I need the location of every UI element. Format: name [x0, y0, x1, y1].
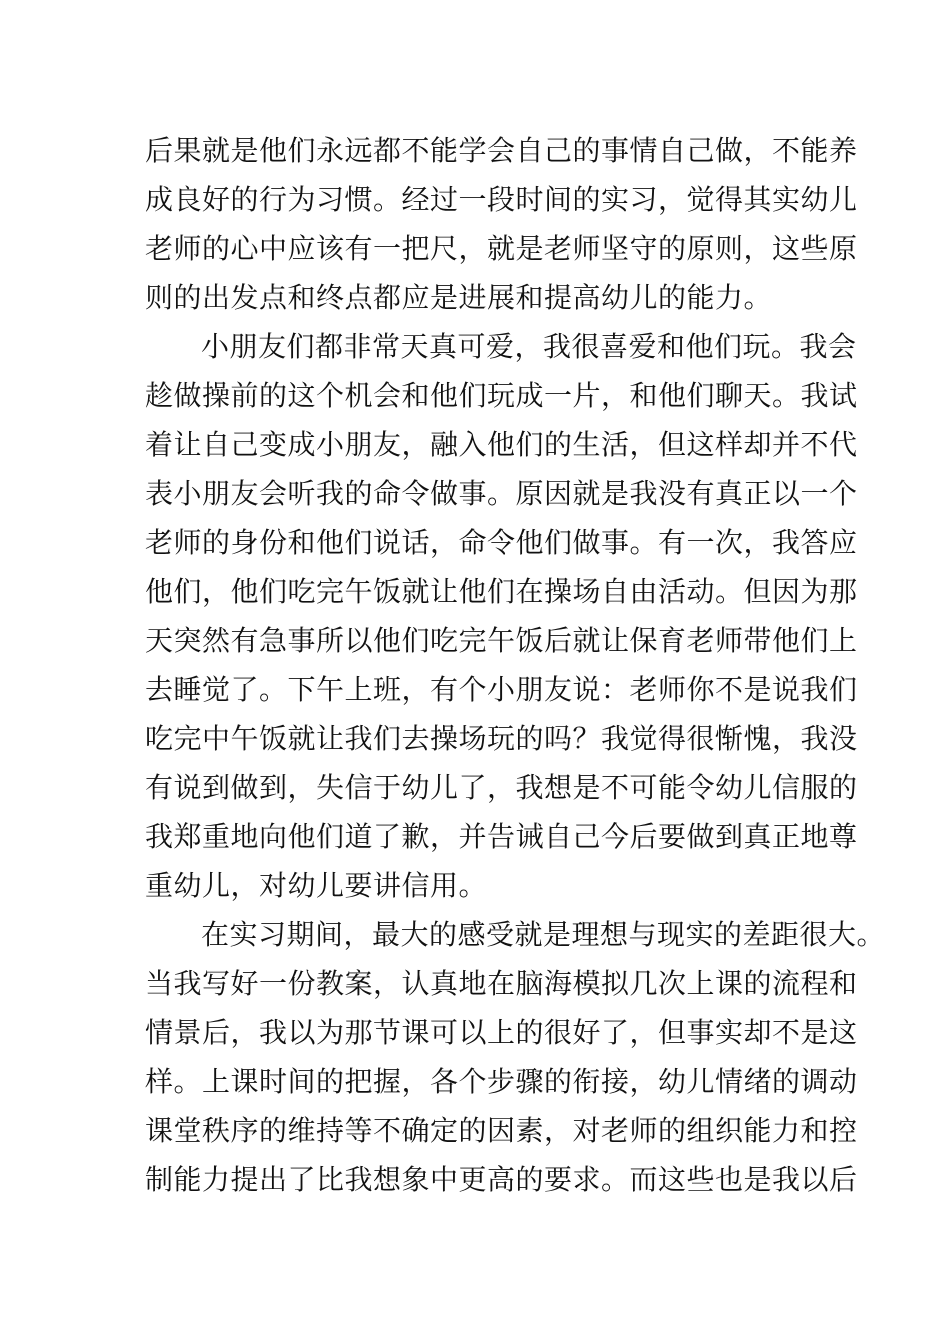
text-line: 成良好的行为习惯。经过一段时间的实习，觉得其实幼儿 — [145, 183, 858, 216]
text-line: 表小朋友会听我的命令做事。原因就是我没有真正以一个 — [145, 477, 858, 510]
text-line: 趁做操前的这个机会和他们玩成一片，和他们聊天。我试 — [145, 379, 858, 412]
body-text — [145, 126, 886, 1204]
text-line: 课堂秩序的维持等不确定的因素，对老师的组织能力和控 — [145, 1114, 858, 1147]
text-line: 着让自己变成小朋友，融入他们的生活，但这样却并不代 — [145, 428, 858, 461]
text-line: 我郑重地向他们道了歉，并告诫自己今后要做到真正地尊 — [145, 820, 858, 853]
paragraph-start-line: 小朋友们都非常天真可爱，我很喜爱和他们玩。我会 — [201, 330, 857, 363]
text-line: 有说到做到，失信于幼儿了，我想是不可能令幼儿信服的 — [145, 771, 858, 804]
paragraph-start-line: 在实习期间，最大的感受就是理想与现实的差距很大。 — [201, 918, 886, 951]
text-line: 他们，他们吃完午饭就让他们在操场自由活动。但因为那 — [145, 575, 858, 608]
text-line: 当我写好一份教案，认真地在脑海模拟几次上课的流程和 — [145, 967, 858, 1000]
text-line: 则的出发点和终点都应是进展和提高幼儿的能力。 — [145, 281, 773, 314]
text-line: 老师的身份和他们说话，命令他们做事。有一次，我答应 — [145, 526, 858, 559]
text-line: 情景后，我以为那节课可以上的很好了，但事实却不是这 — [145, 1016, 858, 1049]
text-line: 制能力提出了比我想象中更高的要求。而这些也是我以后 — [145, 1163, 858, 1196]
text-line: 后果就是他们永远都不能学会自己的事情自己做，不能养 — [145, 134, 858, 167]
text-line: 去睡觉了。下午上班，有个小朋友说：老师你不是说我们 — [145, 673, 858, 706]
text-line: 重幼儿，对幼儿要讲信用。 — [145, 869, 488, 902]
text-line: 天突然有急事所以他们吃完午饭后就让保育老师带他们上 — [145, 624, 858, 657]
text-line: 老师的心中应该有一把尺，就是老师坚守的原则，这些原 — [145, 232, 858, 265]
text-line: 样。上课时间的把握，各个步骤的衔接，幼儿情绪的调动 — [145, 1065, 858, 1098]
text-line: 吃完中午饭就让我们去操场玩的吗？我觉得很惭愧，我没 — [145, 722, 858, 755]
